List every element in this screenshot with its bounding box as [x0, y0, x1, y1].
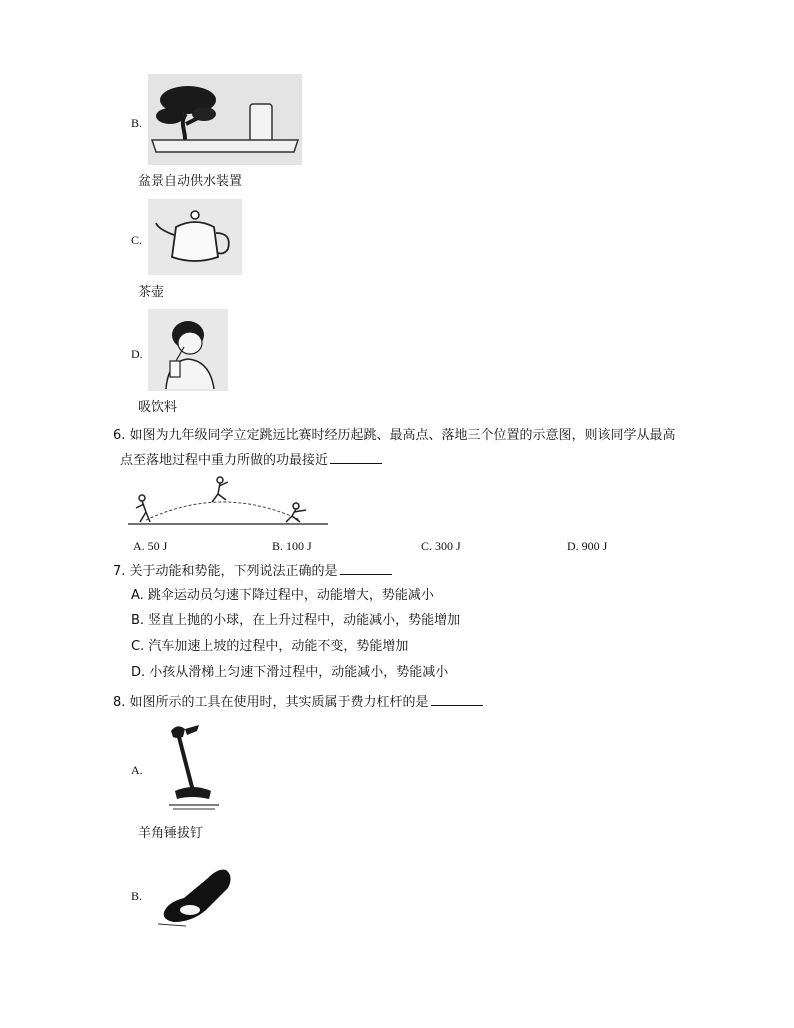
q5-option-d-caption: 吸饮料: [138, 400, 178, 415]
q7-option-b: B. 竖直上抛的小球，在上升过程中，动能减小，势能增加: [131, 613, 461, 628]
claw-hammer-image: [163, 721, 225, 813]
q7-option-d: D. 小孩从滑梯上匀速下滑过程中，动能减小，势能减小: [131, 665, 449, 680]
q6-stem-line1: 6. 如图为九年级同学立定跳远比赛时经历起跳、最高点、落地三个位置的示意图，则该同学从最高: [113, 428, 676, 443]
q5-option-d-letter: D.: [131, 347, 143, 361]
q8-stem-row: [113, 693, 483, 712]
q8-option-a-letter: A.: [131, 763, 143, 777]
q5-option-b-caption: 盆景自动供水装置: [138, 174, 243, 189]
q6-option-d: D. 900 J: [567, 539, 608, 553]
q7-option-c: C. 汽车加速上坡的过程中，动能不变，势能增加: [131, 639, 409, 654]
drinking-through-straw-image: [148, 309, 228, 391]
q5-option-c-letter: C.: [131, 233, 143, 247]
q8-stem: 8. 如图所示的工具在使用时，其实质属于费力杠杆的是: [113, 695, 429, 710]
q7-option-a: A. 跳伞运动员匀速下降过程中，动能增大，势能减小: [131, 588, 434, 603]
q6-option-a: A. 50 J: [133, 539, 168, 553]
q6-option-b: B. 100 J: [272, 539, 312, 553]
q5-option-c-caption: 茶壶: [138, 285, 165, 300]
q8-option-a-caption: 羊角锤拔钉: [138, 826, 204, 841]
q6-option-c: C. 300 J: [421, 539, 461, 553]
q6-stem-line2: 点至落地过程中重力所做的功最接近: [120, 453, 329, 468]
q6-answer-blank: [330, 451, 382, 464]
q5-option-b-letter: B.: [131, 116, 143, 130]
q7-stem: 7. 关于动能和势能，下列说法正确的是: [113, 564, 338, 579]
bonsai-water-supply-image: [148, 74, 302, 165]
q7-answer-blank: [340, 562, 392, 575]
q6-stem-line2-row: [120, 451, 382, 470]
q7-stem-row: [113, 562, 392, 581]
q8-option-b-letter: B.: [131, 889, 143, 903]
tool-option-b-image: [156, 866, 238, 928]
teapot-image: [148, 199, 242, 275]
q8-answer-blank: [431, 693, 483, 706]
standing-long-jump-diagram: [128, 474, 328, 528]
